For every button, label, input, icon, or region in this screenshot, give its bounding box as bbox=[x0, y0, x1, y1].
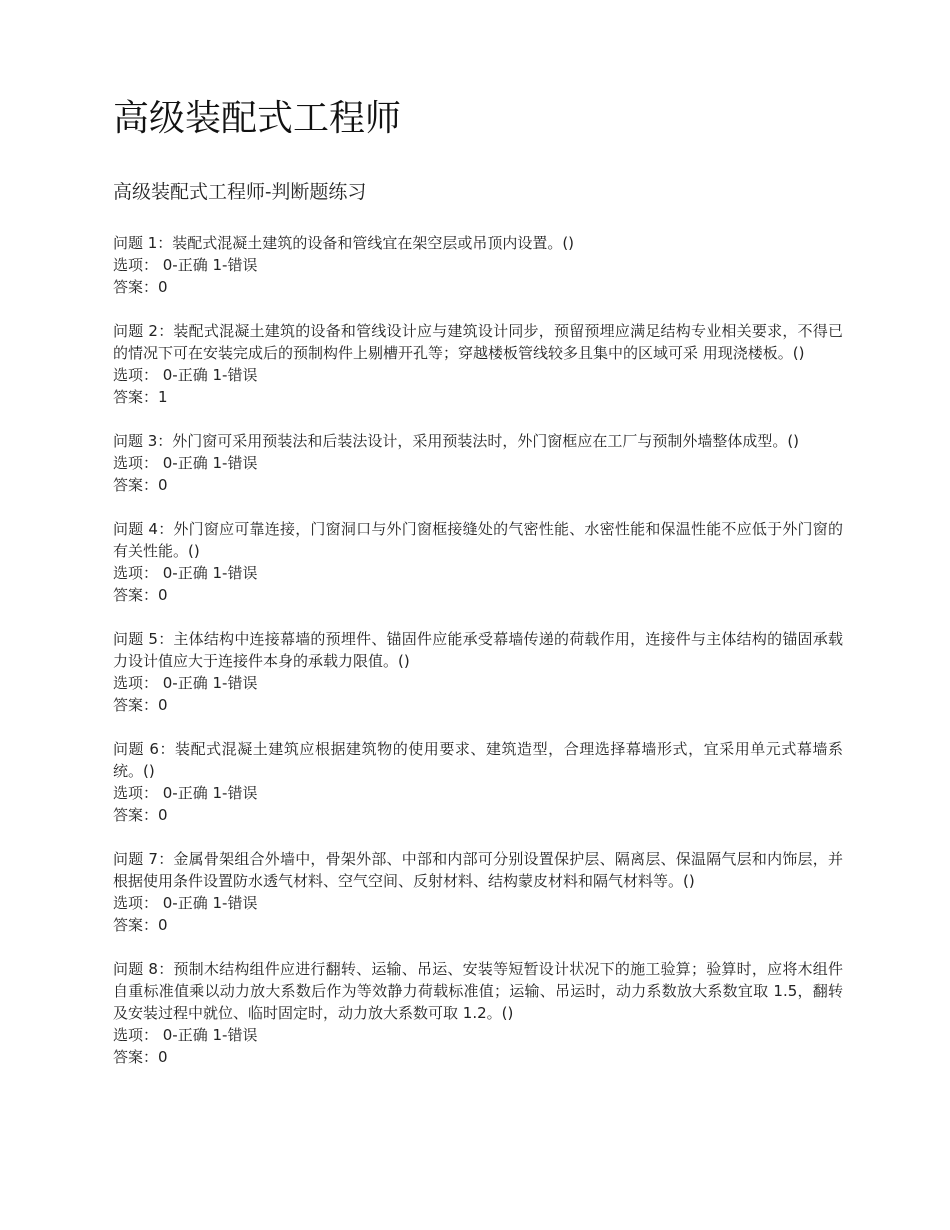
question-text: 问题 7：金属骨架组合外墙中，骨架外部、中部和内部可分别设置保护层、隔离层、保温隔气层和内饰层，并根据使用条件设置防水透气材料、空气空间、反射材料、结构蒙皮材料和隔气材料等。() bbox=[113, 850, 843, 890]
question-text: 问题 1：装配式混凝土建筑的设备和管线宜在架空层或吊顶内设置。() bbox=[113, 234, 575, 252]
question-answer: 答案：0 bbox=[113, 476, 168, 494]
question-item bbox=[113, 958, 843, 1068]
question-options: 选项： 0-正确 1-错误 bbox=[113, 366, 258, 384]
question-text: 问题 8：预制木结构组件应进行翻转、运输、吊运、安装等短暂设计状况下的施工验算；验算时，应将木组件自重标准值乘以动力放大系数后作为等效静力荷载标准值；运输、吊运时，动力系数放大系数宜取 1.5，翻转及安装过程中就位、临时固定时，动力放大系数可取 1.2。() bbox=[113, 960, 843, 1022]
question-options: 选项： 0-正确 1-错误 bbox=[113, 784, 258, 802]
question-item bbox=[113, 232, 843, 298]
question-answer: 答案：0 bbox=[113, 916, 168, 934]
question-item bbox=[113, 320, 843, 408]
question-item bbox=[113, 738, 843, 826]
question-answer: 答案：0 bbox=[113, 696, 168, 714]
question-text: 问题 2：装配式混凝土建筑的设备和管线设计应与建筑设计同步，预留预埋应满足结构专业相关要求，不得已的情况下可在安装完成后的预制构件上剔槽开孔等；穿越楼板管线较多且集中的区域可采 用现浇楼板。() bbox=[113, 322, 843, 362]
question-answer: 答案：1 bbox=[113, 388, 168, 406]
question-item bbox=[113, 628, 843, 716]
question-item bbox=[113, 518, 843, 606]
question-options: 选项： 0-正确 1-错误 bbox=[113, 674, 258, 692]
question-options: 选项： 0-正确 1-错误 bbox=[113, 256, 258, 274]
document-title: 高级装配式工程师 bbox=[113, 98, 402, 139]
question-list bbox=[113, 232, 843, 1090]
question-text: 问题 4：外门窗应可靠连接，门窗洞口与外门窗框接缝处的气密性能、水密性能和保温性能不应低于外门窗的有关性能。() bbox=[113, 520, 843, 560]
question-options: 选项： 0-正确 1-错误 bbox=[113, 564, 258, 582]
question-answer: 答案：0 bbox=[113, 1048, 168, 1066]
question-item bbox=[113, 848, 843, 936]
question-answer: 答案：0 bbox=[113, 278, 168, 296]
question-answer: 答案：0 bbox=[113, 586, 168, 604]
question-options: 选项： 0-正确 1-错误 bbox=[113, 1026, 258, 1044]
question-item bbox=[113, 430, 843, 496]
question-options: 选项： 0-正确 1-错误 bbox=[113, 454, 258, 472]
question-answer: 答案：0 bbox=[113, 806, 168, 824]
question-text: 问题 3：外门窗可采用预装法和后装法设计，采用预装法时，外门窗框应在工厂与预制外墙整体成型。() bbox=[113, 432, 800, 450]
question-options: 选项： 0-正确 1-错误 bbox=[113, 894, 258, 912]
question-text: 问题 6：装配式混凝土建筑应根据建筑物的使用要求、建筑造型，合理选择幕墙形式，宜采用单元式幕墙系统。() bbox=[113, 740, 843, 780]
document-subtitle: 高级装配式工程师-判断题练习 bbox=[113, 181, 367, 203]
question-text: 问题 5：主体结构中连接幕墙的预埋件、锚固件应能承受幕墙传递的荷载作用，连接件与主体结构的锚固承载力设计值应大于连接件本身的承载力限值。() bbox=[113, 630, 843, 670]
